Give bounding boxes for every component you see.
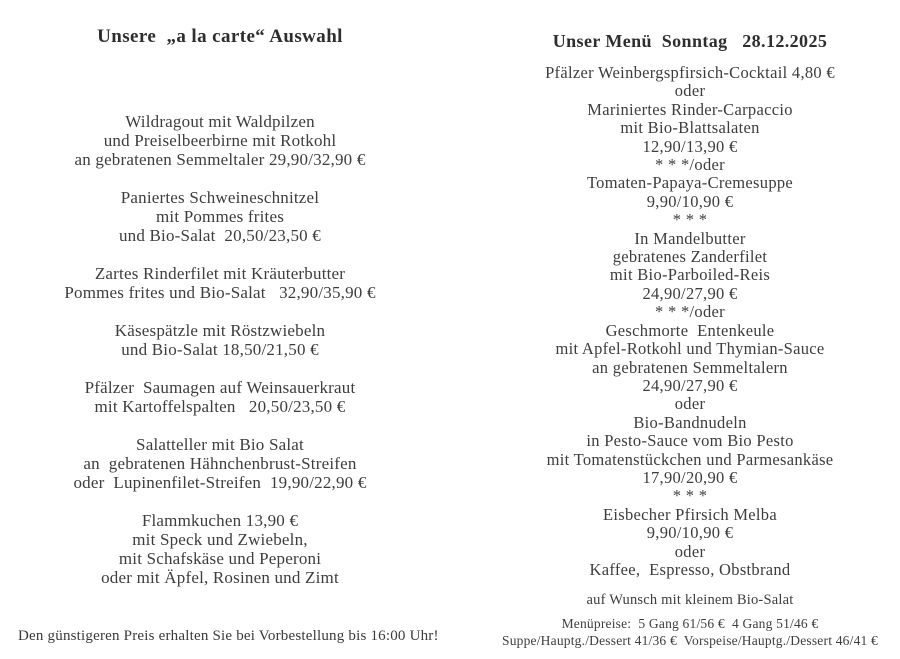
menu-line: 12,90/13,90 € — [642, 136, 738, 156]
menu-line: 17,90/20,90 € — [642, 467, 738, 487]
course-separator: * * */oder — [655, 302, 725, 322]
menu-item-rinderfilet — [0, 264, 440, 302]
dish-line: Zartes Rinderfilet mit Kräuterbutter — [94, 264, 346, 283]
preorder-footnote: Den günstigeren Preis erhalten Sie bei Vorbestellung bis 16:00 Uhr! — [18, 628, 439, 644]
menu-line: mit Bio-Parboiled-Reis — [609, 265, 771, 285]
dish-line: und Bio-Salat 18,50/21,50 € — [121, 340, 319, 359]
dish-line: Pfälzer Saumagen auf Weinsauerkraut — [84, 378, 356, 397]
menu-item-flammkuchen — [0, 511, 440, 587]
daily-menu-column — [460, 0, 900, 649]
menu-line: In Mandelbutter — [634, 228, 746, 248]
price-line: Suppe/Hauptg./Dessert 41/36 € Vorspeise/Hauptg./Dessert 46/41 € — [501, 632, 878, 648]
menu-line: Kaffee, Espresso, Obstbrand — [589, 559, 791, 579]
dish-line: mit Kartoffelspalten 20,50/23,50 € — [94, 397, 346, 416]
menu-line: Bio-Bandnudeln — [633, 412, 747, 432]
menu-item-saumagen — [0, 378, 440, 416]
menu-line: 24,90/27,90 € — [642, 283, 738, 303]
menu-line: Tomaten-Papaya-Cremesuppe — [586, 173, 794, 193]
dish-line: Käsespätzle mit Röstzwiebeln — [114, 321, 326, 340]
price-line: Menüpreise: 5 Gang 61/56 € 4 Gang 51/46 € — [561, 616, 819, 632]
menu-item-schnitzel — [0, 188, 440, 245]
daily-menu-title: Unser Menü Sonntag 28.12.2025 — [552, 31, 828, 51]
dish-line: Flammkuchen 13,90 € — [141, 511, 299, 530]
dish-line: Paniertes Schweineschnitzel — [120, 188, 320, 207]
menu-line: mit Apfel-Rotkohl und Thymian-Sauce — [555, 339, 825, 359]
dish-line: mit Pommes frites — [155, 207, 285, 226]
dish-line: oder Lupinenfilet-Streifen 19,90/22,90 € — [73, 473, 367, 492]
bio-salat-note: auf Wunsch mit kleinem Bio-Salat — [586, 592, 794, 609]
dish-line: an gebratenen Hähnchenbrust-Streifen — [83, 454, 357, 473]
menu-line: gebratenes Zanderfilet — [612, 247, 768, 267]
menu-line: Mariniertes Rinder-Carpaccio — [587, 99, 793, 119]
menu-item-salatteller — [0, 435, 440, 492]
menu-price-info — [460, 616, 900, 649]
menu-line: 9,90/10,90 € — [646, 523, 734, 543]
menu-line: Eisbecher Pfirsich Melba — [603, 504, 777, 524]
menu-line: Pfälzer Weinbergspfirsich-Cocktail 4,80 € — [545, 63, 835, 82]
dish-line: Salatteller mit Bio Salat — [136, 435, 304, 454]
course-separator: * * * — [672, 210, 708, 230]
menu-line: oder — [674, 81, 706, 101]
course-separator: * * * — [672, 486, 708, 506]
menu-line: oder — [674, 394, 706, 414]
a-la-carte-title: Unsere „a la carte“ Auswahl — [97, 26, 343, 47]
menu-line: mit Bio-Blattsalaten — [620, 118, 760, 138]
menu-item-kaesespaetzle — [0, 321, 440, 359]
menu-line: 9,90/10,90 € — [646, 191, 734, 211]
dish-line: an gebratenen Semmeltaler 29,90/32,90 € — [74, 150, 366, 169]
dish-line: Pommes frites und Bio-Salat 32,90/35,90 € — [64, 283, 376, 302]
a-la-carte-column — [0, 0, 440, 587]
daily-menu-lines — [460, 64, 900, 579]
menu-line: an gebratenen Semmeltalern — [592, 357, 788, 377]
menu-item-wildragout — [0, 112, 440, 169]
dish-line: oder mit Äpfel, Rosinen und Zimt — [101, 568, 339, 587]
course-separator: * * */oder — [655, 155, 725, 175]
dish-line: mit Schafskäse und Peperoni — [118, 549, 322, 568]
dish-line: Wildragout mit Waldpilzen — [125, 112, 315, 131]
menu-line: 24,90/27,90 € — [642, 375, 738, 395]
menu-line: mit Tomatenstückchen und Parmesankäse — [546, 449, 834, 469]
dish-line: und Bio-Salat 20,50/23,50 € — [118, 226, 322, 245]
menu-line: Geschmorte Entenkeule — [605, 320, 775, 340]
dish-line: mit Speck und Zwiebeln, — [132, 530, 308, 549]
menu-line: in Pesto-Sauce vom Bio Pesto — [586, 431, 794, 451]
menu-line: oder — [674, 541, 706, 561]
dish-line: und Preiselbeerbirne mit Rotkohl — [103, 131, 337, 150]
